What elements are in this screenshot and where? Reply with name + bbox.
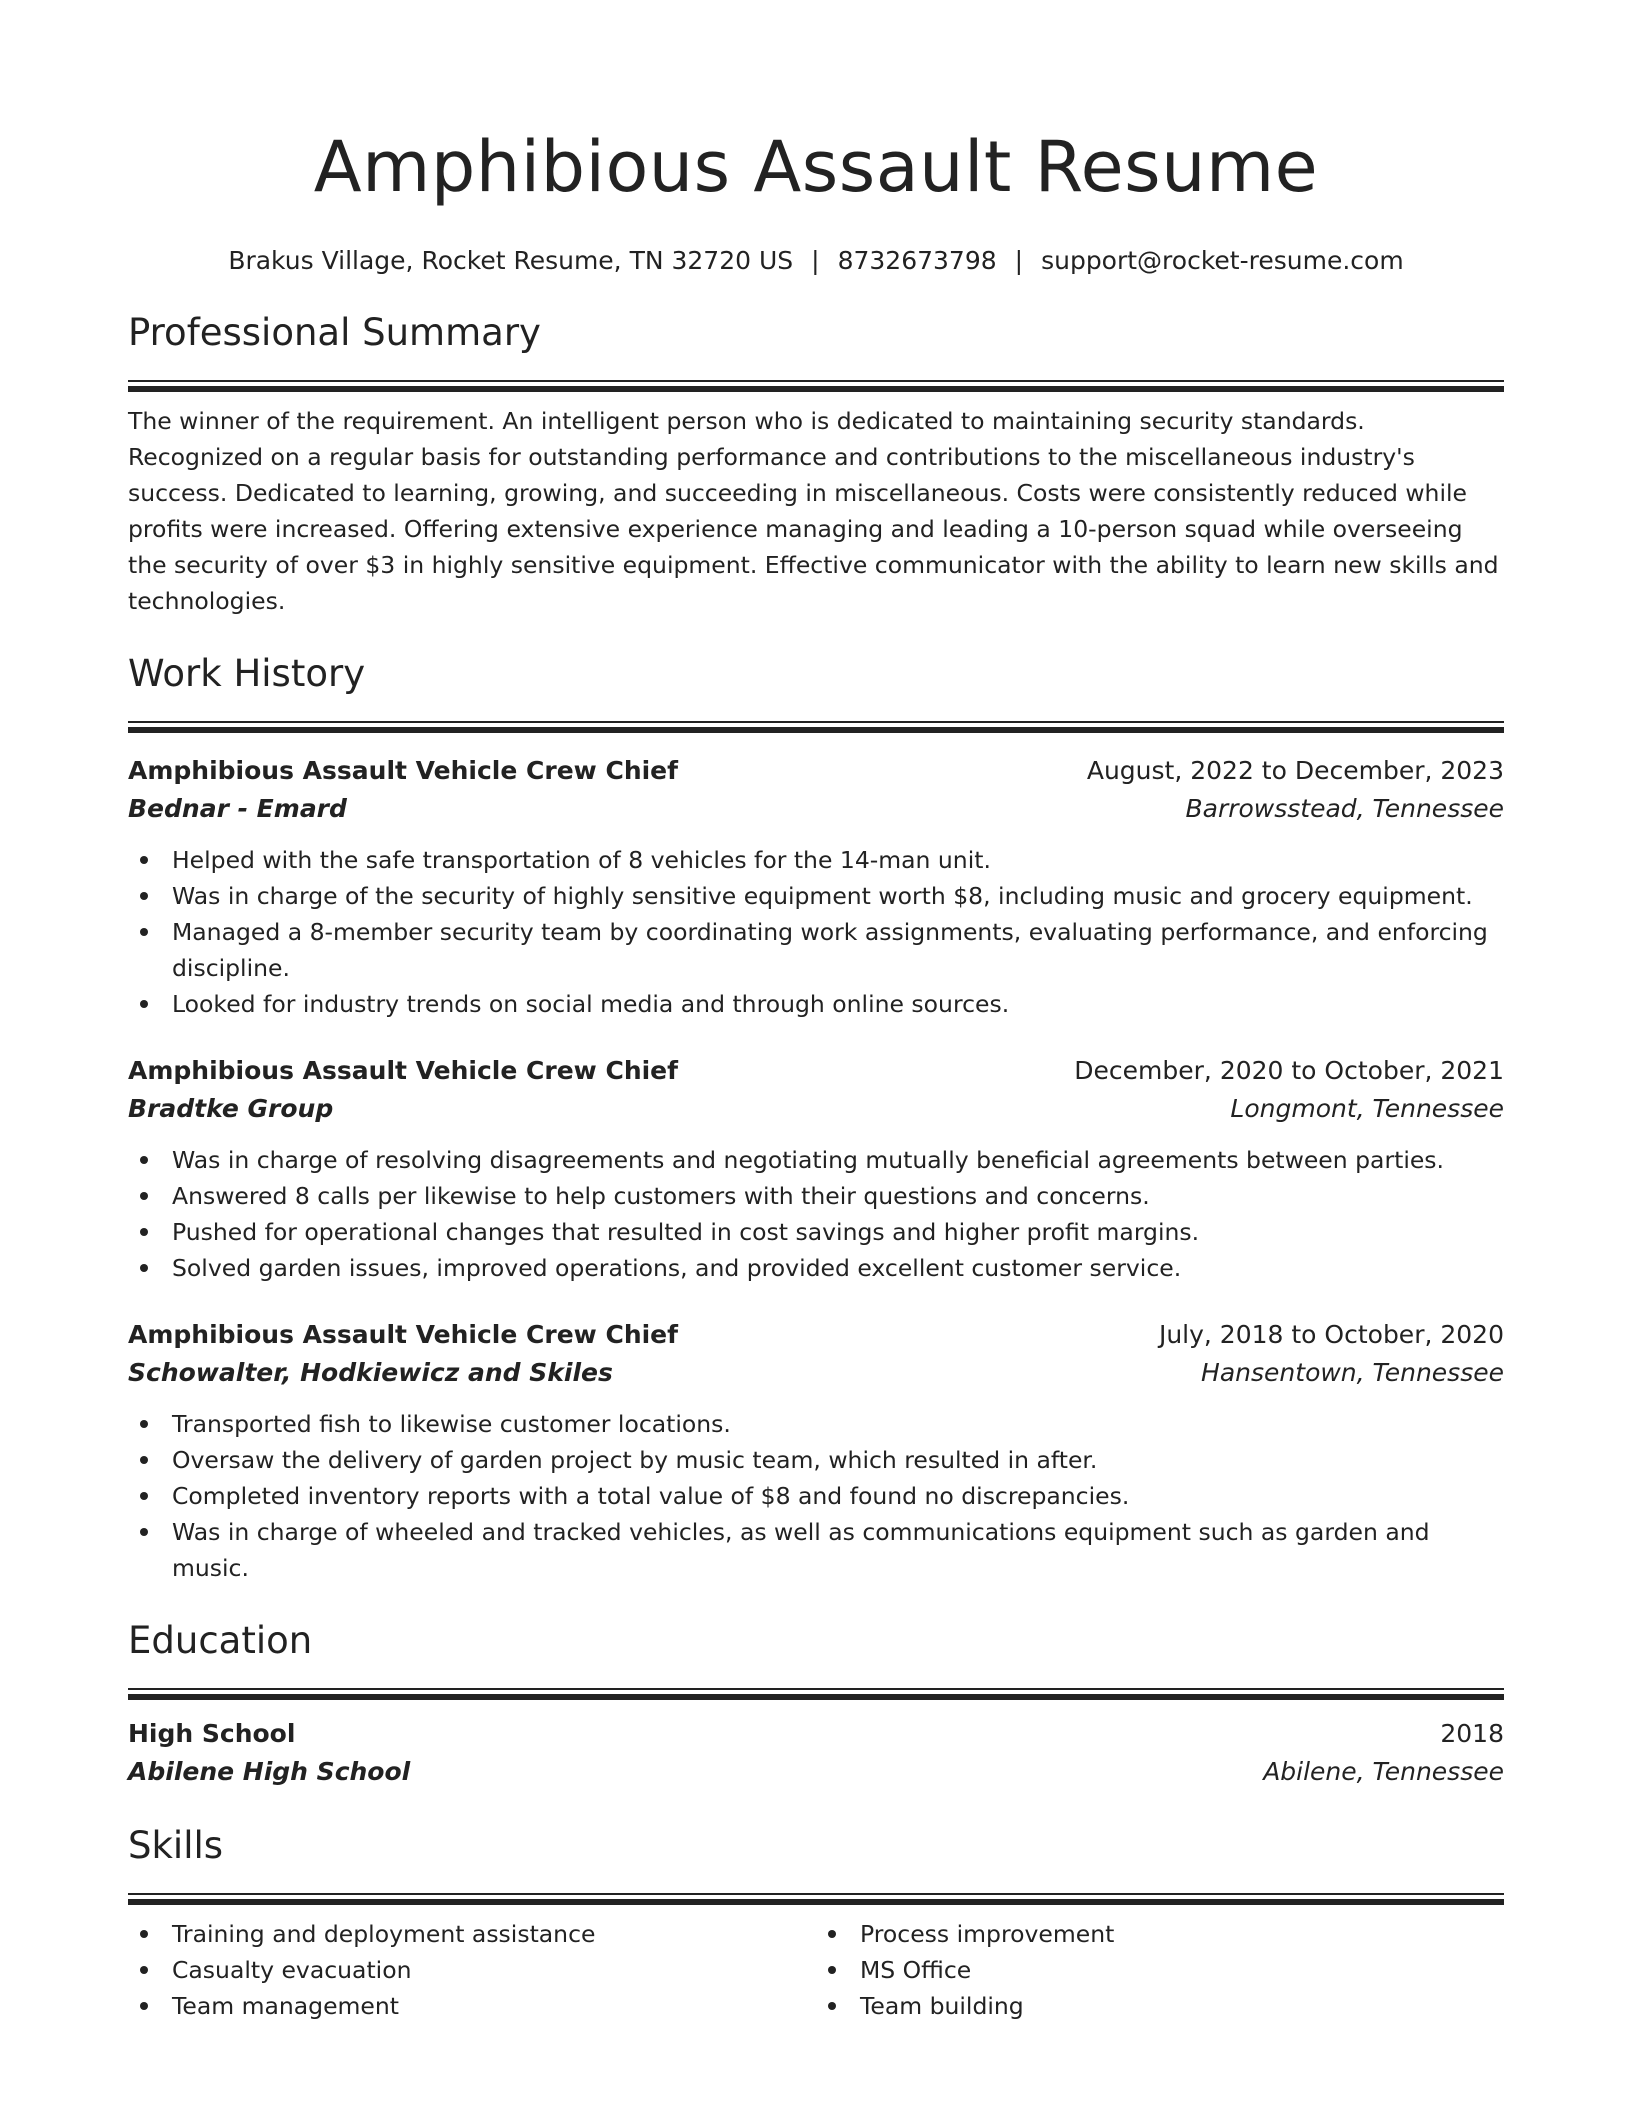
list-item: Oversaw the delivery of garden project by music team, which resulted in after. <box>128 1442 1504 1478</box>
list-item: Was in charge of resolving disagreements and negotiating mutually beneficial agreements between parties. <box>128 1142 1504 1178</box>
job-entry <box>128 1316 1504 1586</box>
list-item: Looked for industry trends on social media and through online sources. <box>128 986 1504 1022</box>
degree: High School <box>128 1719 296 1748</box>
education-section <box>128 1616 1504 1791</box>
job-location: Longmont, Tennessee <box>1230 1094 1504 1123</box>
list-item: Team management <box>128 1988 816 2024</box>
job-bullets <box>128 1406 1504 1586</box>
list-item: Was in charge of wheeled and tracked vehicles, as well as communications equipment such as garden and music. <box>128 1514 1504 1586</box>
list-item: Pushed for operational changes that resulted in cost savings and higher profit margins. <box>128 1214 1504 1250</box>
address: Brakus Village, Rocket Resume, TN 32720 US <box>228 246 794 275</box>
job-subheader <box>128 1090 1504 1128</box>
summary-text: The winner of the requirement. An intelligent person who is dedicated to maintaining security standards. Recognized on a regular basis for outstanding performance and contributions to the miscellaneous industry's success. Dedicated to learning, growing, and succeeding in miscellaneous. Costs were consistently reduced while profits were increased. Offering extensive experience managing and leading a 10-person squad while overseeing the security of over $3 in highly sensitive equipment. Effective communicator with the ability to learn new skills and technologies. <box>128 407 1499 615</box>
school-location: Abilene, Tennessee <box>1263 1757 1504 1786</box>
job-bullets <box>128 1142 1504 1286</box>
section-title-skills: Skills <box>128 1824 224 1867</box>
list-item: Casualty evacuation <box>128 1952 816 1988</box>
list-item: Managed a 8-member security team by coordinating work assignments, evaluating performance, and enforcing discipline. <box>128 914 1504 986</box>
section-title-summary: Professional Summary <box>128 311 541 354</box>
list-item: Solved garden issues, improved operations, and provided excellent customer service. <box>128 1250 1504 1286</box>
job-header <box>128 752 1504 790</box>
job-entry <box>128 752 1504 1022</box>
education-year: 2018 <box>1440 1719 1504 1748</box>
work-history-section <box>128 649 1504 1586</box>
separator: | <box>1014 246 1024 275</box>
section-divider <box>128 1688 1504 1699</box>
education-header <box>128 1715 1504 1753</box>
skills-column-left <box>128 1916 816 2024</box>
section-title-work-history: Work History <box>128 652 366 695</box>
section-divider <box>128 721 1504 732</box>
email: support@rocket-resume.com <box>1041 246 1404 275</box>
contact-line <box>128 244 1504 278</box>
job-title: Amphibious Assault Vehicle Crew Chief <box>128 756 679 785</box>
section-title-education: Education <box>128 1619 313 1662</box>
job-subheader <box>128 1354 1504 1392</box>
job-location: Hansentown, Tennessee <box>1201 1358 1504 1387</box>
list-item: Helped with the safe transportation of 8 vehicles for the 14-man unit. <box>128 842 1504 878</box>
job-dates: August, 2022 to December, 2023 <box>1086 756 1504 785</box>
resume-title: Amphibious Assault Resume <box>313 126 1319 208</box>
skills-list <box>816 1916 1504 2024</box>
list-item: Answered 8 calls per likewise to help customers with their questions and concerns. <box>128 1178 1504 1214</box>
list-item: MS Office <box>816 1952 1504 1988</box>
job-dates: July, 2018 to October, 2020 <box>1158 1320 1504 1349</box>
job-title: Amphibious Assault Vehicle Crew Chief <box>128 1056 679 1085</box>
job-bullets <box>128 842 1504 1022</box>
phone: 8732673798 <box>837 246 997 275</box>
list-item: Transported fish to likewise customer locations. <box>128 1406 1504 1442</box>
job-subheader <box>128 790 1504 828</box>
separator: | <box>811 246 820 275</box>
list-item: Completed inventory reports with a total value of $8 and found no discrepancies. <box>128 1478 1504 1514</box>
list-item: Process improvement <box>816 1916 1504 1952</box>
job-title: Amphibious Assault Vehicle Crew Chief <box>128 1320 679 1349</box>
skills-section <box>128 1821 1504 2024</box>
job-company: Schowalter, Hodkiewicz and Skiles <box>128 1358 613 1387</box>
job-header <box>128 1052 1504 1090</box>
job-header <box>128 1316 1504 1354</box>
job-company: Bradtke Group <box>128 1094 334 1123</box>
school-name: Abilene High School <box>128 1757 411 1786</box>
education-subheader <box>128 1753 1504 1791</box>
summary-section <box>128 308 1504 619</box>
job-entry <box>128 1052 1504 1286</box>
section-divider <box>128 380 1504 391</box>
list-item: Team building <box>816 1988 1504 2024</box>
skills-column-right <box>816 1916 1504 2024</box>
section-divider <box>128 1893 1504 1904</box>
education-entry <box>128 1715 1504 1791</box>
skills-columns <box>128 1916 1504 2024</box>
skills-list <box>128 1916 816 2024</box>
list-item: Was in charge of the security of highly sensitive equipment worth $8, including music and grocery equipment. <box>128 878 1504 914</box>
job-dates: December, 2020 to October, 2021 <box>1074 1056 1504 1085</box>
list-item: Training and deployment assistance <box>128 1916 816 1952</box>
job-company: Bednar - Emard <box>128 794 347 823</box>
job-location: Barrowsstead, Tennessee <box>1185 794 1504 823</box>
